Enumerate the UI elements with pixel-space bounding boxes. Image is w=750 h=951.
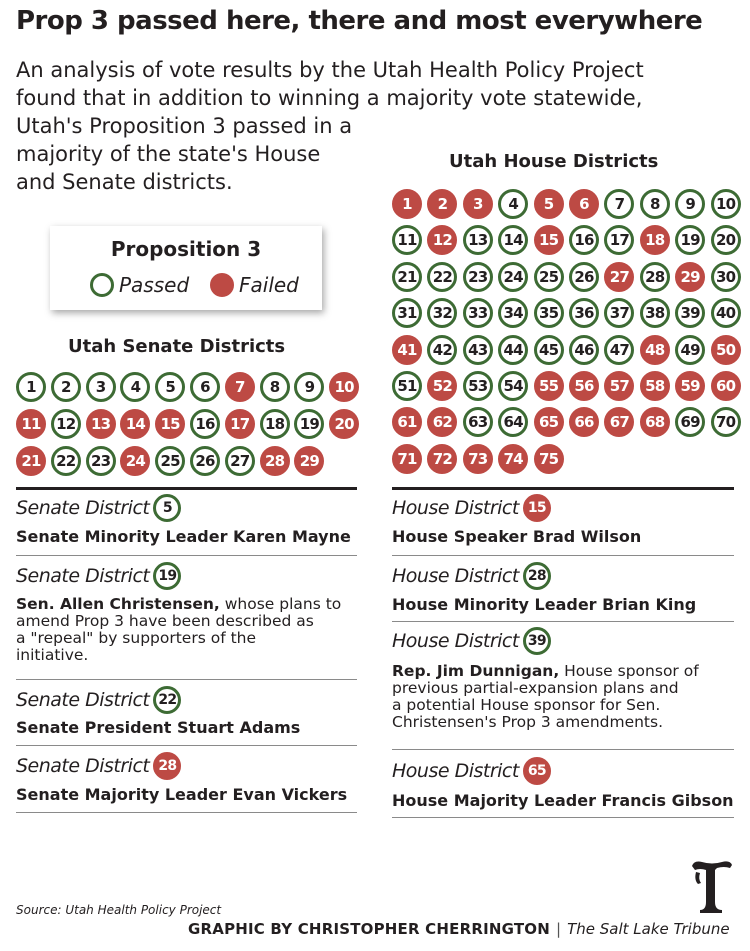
district-badge: 39 [523, 627, 551, 655]
district-47-passed: 47 [604, 335, 634, 365]
tribune-t-logo-icon [686, 856, 736, 916]
failed-circle-icon [210, 273, 234, 297]
note-district-label [392, 494, 551, 522]
district-14-passed: 14 [498, 225, 528, 255]
credit-byline: GRAPHIC BY CHRISTOPHER CHERRINGTON [188, 920, 551, 938]
district-68-failed: 68 [640, 407, 670, 437]
note-divider [16, 679, 357, 680]
district-2-passed: 2 [51, 372, 81, 402]
district-37-passed: 37 [604, 298, 634, 328]
district-74-failed: 74 [498, 444, 528, 474]
district-73-failed: 73 [463, 444, 493, 474]
district-34-passed: 34 [498, 298, 528, 328]
source-note: Source: Utah Health Policy Project [16, 903, 222, 917]
district-9-passed: 9 [294, 372, 324, 402]
note-desc-line: a potential House sponsor for Sen. [392, 696, 661, 714]
district-31-passed: 31 [392, 298, 422, 328]
district-24-failed: 24 [120, 446, 150, 476]
district-51-passed: 51 [392, 371, 422, 401]
note-description [392, 663, 699, 731]
district-badge: 65 [523, 757, 551, 785]
district-33-passed: 33 [463, 298, 493, 328]
note-leader: House Majority Leader Francis Gibson [392, 791, 734, 810]
district-28-failed: 28 [260, 446, 290, 476]
district-badge: 19 [153, 562, 181, 590]
district-66-failed: 66 [569, 407, 599, 437]
house-notes-rule [392, 487, 734, 490]
district-5-failed: 5 [534, 189, 564, 219]
district-14-failed: 14 [120, 409, 150, 439]
intro-line: Utah's Proposition 3 passed in a [16, 114, 353, 138]
district-7-passed: 7 [604, 189, 634, 219]
note-leader: Senate Majority Leader Evan Vickers [16, 785, 348, 804]
note-desc-line: amend Prop 3 have been described as [16, 612, 314, 630]
district-badge: 28 [153, 752, 181, 780]
district-60-failed: 60 [711, 371, 741, 401]
house-heading: Utah House Districts [449, 151, 659, 172]
district-19-passed: 19 [294, 409, 324, 439]
district-7-failed: 7 [225, 372, 255, 402]
district-38-passed: 38 [640, 298, 670, 328]
district-21-failed: 21 [16, 446, 46, 476]
district-58-failed: 58 [640, 371, 670, 401]
district-46-passed: 46 [569, 335, 599, 365]
district-2-failed: 2 [427, 189, 457, 219]
district-8-passed: 8 [260, 372, 290, 402]
district-27-failed: 27 [604, 262, 634, 292]
district-18-failed: 18 [640, 225, 670, 255]
note-divider [16, 745, 357, 746]
district-59-failed: 59 [675, 371, 705, 401]
district-3-passed: 3 [86, 372, 116, 402]
district-4-passed: 4 [120, 372, 150, 402]
district-17-passed: 17 [604, 225, 634, 255]
district-29-failed: 29 [675, 262, 705, 292]
district-13-failed: 13 [86, 409, 116, 439]
district-16-passed: 16 [569, 225, 599, 255]
credit-line [188, 920, 730, 938]
district-11-passed: 11 [392, 225, 422, 255]
district-6-passed: 6 [190, 372, 220, 402]
legend-passed-label: Passed [119, 273, 190, 297]
district-69-passed: 69 [675, 407, 705, 437]
district-26-passed: 26 [190, 446, 220, 476]
district-12-failed: 12 [427, 225, 457, 255]
note-district-label [16, 752, 181, 780]
district-25-passed: 25 [534, 262, 564, 292]
district-50-failed: 50 [711, 335, 741, 365]
intro-line: and Senate districts. [16, 170, 233, 194]
note-desc-bold: Rep. Jim Dunnigan, [392, 662, 560, 680]
note-label-text: Senate District [16, 497, 150, 519]
note-desc-bold: Sen. Allen Christensen, [16, 595, 220, 613]
district-20-failed: 20 [329, 409, 359, 439]
district-43-passed: 43 [463, 335, 493, 365]
note-district-label [16, 562, 181, 590]
note-label-text: House District [392, 630, 519, 652]
district-64-passed: 64 [498, 407, 528, 437]
district-23-passed: 23 [463, 262, 493, 292]
senate-notes-rule [16, 487, 357, 490]
intro-line: An analysis of vote results by the Utah Health Policy Project [16, 58, 644, 82]
note-label-text: House District [392, 497, 519, 519]
district-22-passed: 22 [427, 262, 457, 292]
note-desc-line: a "repeal" by supporters of the [16, 629, 257, 647]
credit-publication: The Salt Lake Tribune [567, 920, 730, 938]
district-12-passed: 12 [51, 409, 81, 439]
credit-separator: | [556, 920, 562, 938]
note-desc-line: initiative. [16, 646, 89, 664]
senate-heading: Utah Senate Districts [68, 336, 286, 357]
district-70-passed: 70 [711, 407, 741, 437]
district-67-failed: 67 [604, 407, 634, 437]
district-48-failed: 48 [640, 335, 670, 365]
district-72-failed: 72 [427, 444, 457, 474]
district-41-failed: 41 [392, 335, 422, 365]
district-54-passed: 54 [498, 371, 528, 401]
district-13-passed: 13 [463, 225, 493, 255]
note-label-text: Senate District [16, 565, 150, 587]
district-61-failed: 61 [392, 407, 422, 437]
district-18-passed: 18 [260, 409, 290, 439]
intro-line: majority of the state's House [16, 142, 321, 166]
note-label-text: House District [392, 760, 519, 782]
district-15-failed: 15 [155, 409, 185, 439]
district-63-passed: 63 [463, 407, 493, 437]
district-24-passed: 24 [498, 262, 528, 292]
passed-circle-icon [90, 273, 114, 297]
district-42-passed: 42 [427, 335, 457, 365]
district-20-passed: 20 [711, 225, 741, 255]
note-district-label [16, 686, 181, 714]
district-badge: 22 [153, 686, 181, 714]
note-desc-line: previous partial-expansion plans and [392, 679, 679, 697]
legend-passed [90, 273, 189, 297]
district-23-passed: 23 [86, 446, 116, 476]
district-6-failed: 6 [569, 189, 599, 219]
district-45-passed: 45 [534, 335, 564, 365]
district-11-failed: 11 [16, 409, 46, 439]
district-19-passed: 19 [675, 225, 705, 255]
district-32-passed: 32 [427, 298, 457, 328]
district-21-passed: 21 [392, 262, 422, 292]
note-divider [392, 555, 734, 556]
district-27-passed: 27 [225, 446, 255, 476]
note-divider [392, 621, 734, 622]
note-label-text: Senate District [16, 689, 150, 711]
district-9-passed: 9 [675, 189, 705, 219]
note-desc-line: whose plans to [219, 595, 342, 613]
district-4-passed: 4 [498, 189, 528, 219]
district-16-passed: 16 [190, 409, 220, 439]
district-25-passed: 25 [155, 446, 185, 476]
district-57-failed: 57 [604, 371, 634, 401]
intro-line: found that in addition to winning a majority vote statewide, [16, 86, 643, 110]
page-title: Prop 3 passed here, there and most everywhere [16, 6, 703, 36]
district-29-failed: 29 [294, 446, 324, 476]
note-desc-line: House sponsor of [559, 662, 699, 680]
district-15-failed: 15 [534, 225, 564, 255]
district-17-failed: 17 [225, 409, 255, 439]
district-56-failed: 56 [569, 371, 599, 401]
district-71-failed: 71 [392, 444, 422, 474]
district-badge: 15 [523, 494, 551, 522]
note-district-label [392, 757, 551, 785]
district-8-passed: 8 [640, 189, 670, 219]
district-40-passed: 40 [711, 298, 741, 328]
district-62-failed: 62 [427, 407, 457, 437]
district-22-passed: 22 [51, 446, 81, 476]
district-26-passed: 26 [569, 262, 599, 292]
district-49-passed: 49 [675, 335, 705, 365]
district-35-passed: 35 [534, 298, 564, 328]
district-75-failed: 75 [534, 444, 564, 474]
district-badge: 5 [153, 494, 181, 522]
note-district-label [392, 627, 551, 655]
intro-text [16, 56, 716, 196]
note-label-text: House District [392, 565, 519, 587]
note-description [16, 596, 341, 664]
note-leader: Senate President Stuart Adams [16, 718, 301, 737]
note-desc-line: Christensen's Prop 3 amendments. [392, 713, 664, 731]
district-55-failed: 55 [534, 371, 564, 401]
district-65-failed: 65 [534, 407, 564, 437]
note-district-label [392, 562, 551, 590]
district-53-passed: 53 [463, 371, 493, 401]
legend-title: Proposition 3 [110, 237, 262, 261]
district-1-passed: 1 [16, 372, 46, 402]
district-10-failed: 10 [329, 372, 359, 402]
legend-failed-label: Failed [239, 273, 299, 297]
legend-failed [210, 273, 299, 297]
note-district-label [16, 494, 181, 522]
note-leader: House Speaker Brad Wilson [392, 527, 642, 546]
district-badge: 28 [523, 562, 551, 590]
note-label-text: Senate District [16, 755, 150, 777]
district-52-failed: 52 [427, 371, 457, 401]
district-28-passed: 28 [640, 262, 670, 292]
district-5-passed: 5 [155, 372, 185, 402]
district-3-failed: 3 [463, 189, 493, 219]
district-39-passed: 39 [675, 298, 705, 328]
district-1-failed: 1 [392, 189, 422, 219]
district-44-passed: 44 [498, 335, 528, 365]
legend [50, 226, 322, 310]
note-leader: House Minority Leader Brian King [392, 595, 697, 614]
district-36-passed: 36 [569, 298, 599, 328]
note-divider [392, 817, 734, 818]
district-10-passed: 10 [711, 189, 741, 219]
note-leader: Senate Minority Leader Karen Mayne [16, 527, 351, 546]
district-30-passed: 30 [711, 262, 741, 292]
note-divider [16, 812, 357, 813]
note-divider [16, 555, 357, 556]
note-divider [392, 749, 734, 750]
